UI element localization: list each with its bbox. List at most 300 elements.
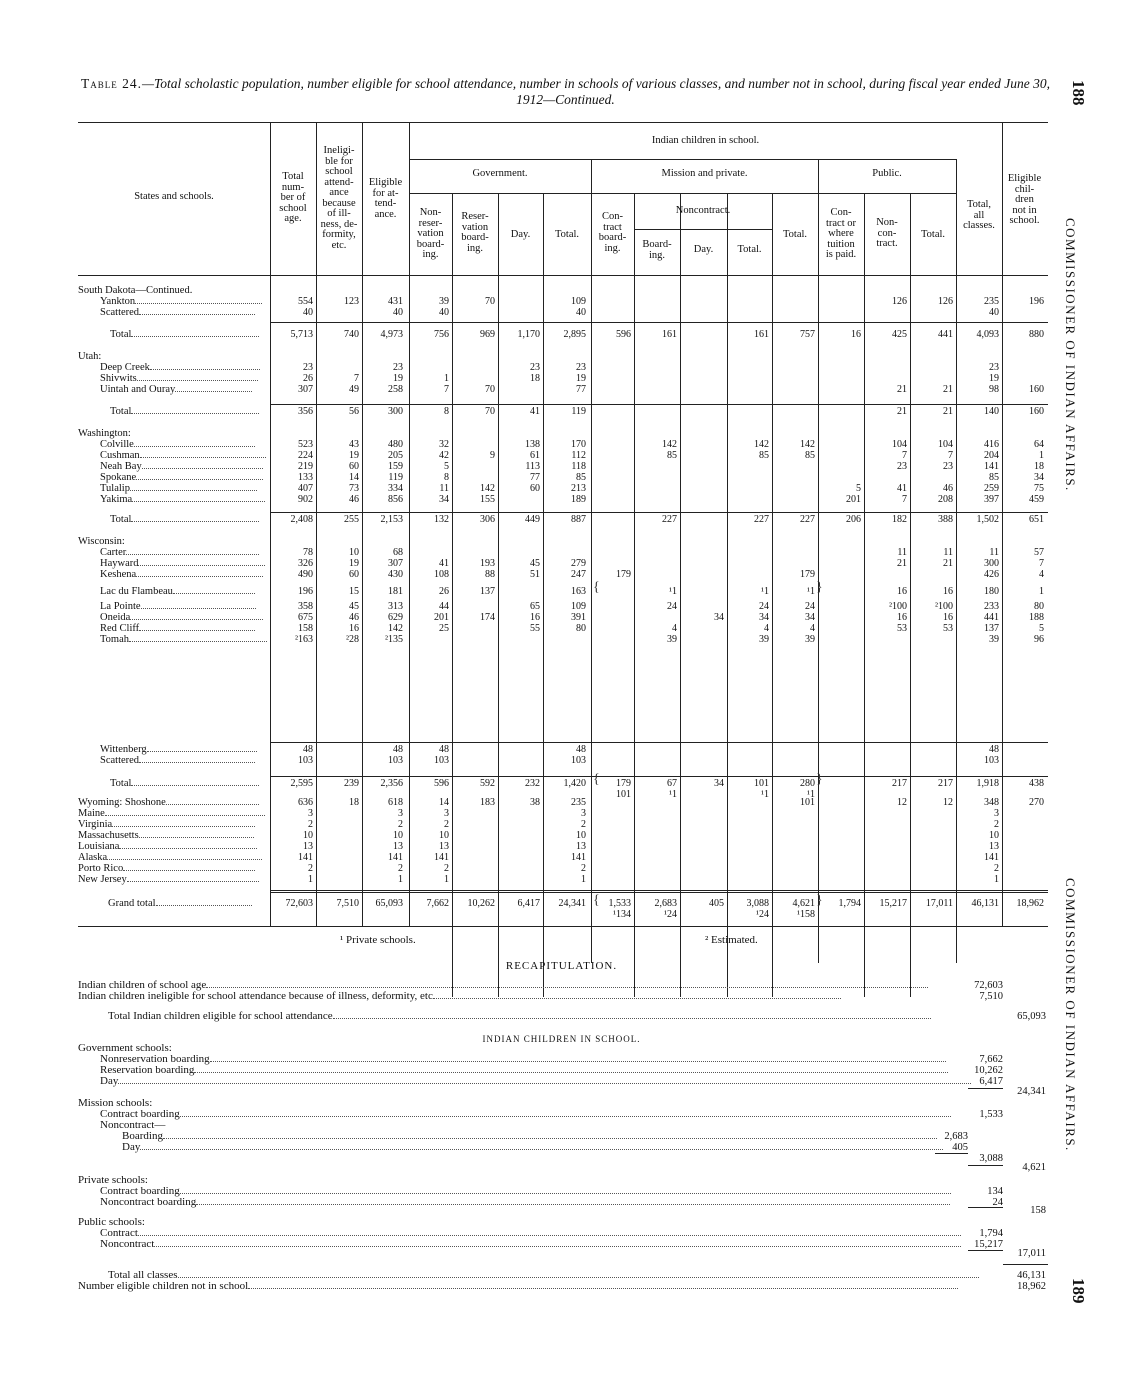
table-cell: 16	[851, 329, 861, 340]
recap-public-value: 15,217	[974, 1239, 1003, 1250]
table-cell: 969	[480, 329, 495, 340]
grand-total-rule	[270, 890, 1048, 893]
table-cell: 1,533	[608, 898, 631, 909]
row-label: Keshena	[100, 569, 263, 580]
table-cell: 109	[571, 296, 586, 307]
table-cell: 48	[989, 744, 999, 755]
table-cell: 7	[444, 384, 449, 395]
row-label: Spokane	[100, 472, 263, 483]
table-cell: 232	[525, 778, 540, 789]
header-not-in-school: Eligible chil- dren not in school.	[1007, 173, 1042, 226]
row-label: Cushman	[100, 450, 266, 461]
table-cell: 459	[1029, 494, 1044, 505]
table-cell: 880	[1029, 329, 1044, 340]
table-cell: 300	[388, 406, 403, 417]
table-cell: 39	[759, 634, 769, 645]
row-label: Total	[110, 778, 259, 789]
table-cell: 40	[989, 307, 999, 318]
table-cell: 348	[984, 797, 999, 808]
header-bottom-rule	[78, 275, 1048, 276]
table-cell: 21	[897, 406, 907, 417]
table-cell: 19	[349, 450, 359, 461]
table-cell: 80	[1034, 601, 1044, 612]
table-cell: 902	[298, 494, 313, 505]
table-cell: 21	[943, 406, 953, 417]
table-cell: 104	[892, 439, 907, 450]
table-column-rule	[818, 159, 819, 963]
recap-subheading: INDIAN CHILDREN IN SCHOOL.	[482, 1034, 641, 1044]
table-cell: 141	[984, 461, 999, 472]
table-cell: 41	[439, 558, 449, 569]
table-cell: ²163	[295, 634, 313, 645]
table-cell: 48	[303, 744, 313, 755]
table-cell: 16	[897, 586, 907, 597]
row-group-rule	[270, 322, 1048, 323]
table-cell: ¹1	[669, 789, 677, 800]
table-cell: 449	[525, 514, 540, 525]
table-cell: 280	[800, 778, 815, 789]
table-cell: 80	[576, 623, 586, 634]
row-label: Wittenberg	[100, 744, 257, 755]
table-cell: 19	[989, 373, 999, 384]
table-cell: 7,510	[336, 898, 359, 909]
row-label: Uintah and Ouray	[100, 384, 252, 395]
table-cell: 431	[388, 296, 403, 307]
table-cell: 12	[943, 797, 953, 808]
table-cell: 1	[398, 874, 403, 885]
row-label: Washington:	[78, 428, 131, 439]
table-cell: 10	[439, 830, 449, 841]
table-cell: 204	[984, 450, 999, 461]
footnote-estimated: ² Estimated.	[705, 934, 758, 946]
table-cell: 227	[800, 514, 815, 525]
table-cell: 23	[989, 362, 999, 373]
table-cell: 1	[444, 874, 449, 885]
table-cell: 1	[308, 874, 313, 885]
table-cell: 57	[1034, 547, 1044, 558]
table-cell: 21	[943, 558, 953, 569]
recap-eligible-total-value: 65,093	[1017, 1011, 1046, 1022]
table-cell: 77	[530, 472, 540, 483]
table-cell: 4,973	[380, 329, 403, 340]
table-cell: 44	[439, 601, 449, 612]
table-cell: 5	[1039, 623, 1044, 634]
table-cell: 61	[530, 450, 540, 461]
table-cell: 68	[393, 547, 403, 558]
table-cell: ¹158	[797, 909, 815, 920]
recap-public-value: 1,794	[979, 1228, 1003, 1239]
page-number-top: 188	[1069, 80, 1088, 106]
row-label: Colville	[100, 439, 255, 450]
table-cell: 25	[439, 623, 449, 634]
table-bottom-rule	[78, 926, 1048, 927]
table-cell: 85	[759, 450, 769, 461]
table-cell: 334	[388, 483, 403, 494]
table-cell: 46,131	[971, 898, 999, 909]
table-cell: 259	[984, 483, 999, 494]
row-group-rule	[270, 742, 1048, 743]
brace-symbol: }	[816, 893, 823, 908]
row-label: Lac du Flambeau	[100, 586, 255, 597]
table-cell: 182	[892, 514, 907, 525]
table-cell: 1	[444, 373, 449, 384]
table-cell: 13	[393, 841, 403, 852]
table-cell: 397	[984, 494, 999, 505]
table-cell: 306	[480, 514, 495, 525]
row-label: Scattered	[100, 307, 255, 318]
recap-noncontract-total: 3,088	[979, 1153, 1003, 1164]
table-cell: 34	[714, 778, 724, 789]
brace-symbol: {	[593, 580, 600, 595]
header-day-mission: Day.	[693, 244, 714, 255]
page-number-bottom: 189	[1069, 1278, 1088, 1304]
table-cell: 15,217	[879, 898, 907, 909]
table-cell: 123	[344, 296, 359, 307]
row-label: Total	[110, 514, 259, 525]
table-cell: 85	[667, 450, 677, 461]
table-cell: 438	[1029, 778, 1044, 789]
table-cell: 193	[480, 558, 495, 569]
table-cell: 596	[616, 329, 631, 340]
row-label: Neah Bay	[100, 461, 263, 472]
table-cell: 49	[349, 384, 359, 395]
table-cell: 181	[388, 586, 403, 597]
table-cell: 239	[344, 778, 359, 789]
table-cell: 108	[434, 569, 449, 580]
recap-noncontract-value: 405	[952, 1142, 968, 1153]
row-label: Louisiana	[78, 841, 257, 852]
table-title: Table 24.—Total scholastic population, number eligible for school attendance, number in schools of various classes, and number not in school, during fiscal year ended June 30, 1912—Continued.	[80, 76, 1051, 107]
table-cell: 213	[571, 483, 586, 494]
recap-school-age: Indian children of school age	[78, 980, 928, 991]
recap-mission-head: Mission schools:	[78, 1097, 153, 1109]
table-cell: 158	[298, 623, 313, 634]
table-cell: 856	[388, 494, 403, 505]
table-cell: 208	[938, 494, 953, 505]
table-cell: 523	[298, 439, 313, 450]
table-cell: 227	[662, 514, 677, 525]
table-cell: 233	[984, 601, 999, 612]
table-cell: 85	[989, 472, 999, 483]
recap-public-head: Public schools:	[78, 1216, 145, 1228]
table-cell: ¹1	[761, 586, 769, 597]
table-cell: 326	[298, 558, 313, 569]
table-cell: 112	[571, 450, 586, 461]
table-cell: 10	[303, 830, 313, 841]
row-label: Hayward	[100, 558, 265, 569]
table-cell: 11	[439, 483, 449, 494]
table-cell: 430	[388, 569, 403, 580]
table-cell: 3	[398, 808, 403, 819]
recap-gov-item: Day	[100, 1076, 971, 1087]
recap-ineligible-value: 7,510	[979, 991, 1003, 1002]
table-cell: 7	[948, 450, 953, 461]
table-cell: 2,683	[654, 898, 677, 909]
table-cell: 3,088	[746, 898, 769, 909]
table-cell: 554	[298, 296, 313, 307]
table-cell: 23	[530, 362, 540, 373]
row-label: Oneida	[100, 612, 263, 623]
table-cell: 8	[444, 472, 449, 483]
table-cell: 179	[616, 569, 631, 580]
table-cell: 441	[984, 612, 999, 623]
table-cell: 113	[525, 461, 540, 472]
table-cell: 4	[1039, 569, 1044, 580]
table-cell: 300	[984, 558, 999, 569]
row-label: Scattered	[100, 755, 255, 766]
table-cell: 490	[298, 569, 313, 580]
table-cell: 1	[1039, 586, 1044, 597]
recap-gov-value: 6,417	[979, 1076, 1003, 1087]
table-cell: ¹1	[669, 586, 677, 597]
table-cell: 46	[349, 494, 359, 505]
table-cell: 39	[439, 296, 449, 307]
table-cell: 78	[303, 547, 313, 558]
table-cell: 73	[349, 483, 359, 494]
header-contract-tuition: Con- tract or where tuition is paid.	[825, 207, 857, 260]
recap-private-value: 134	[987, 1186, 1003, 1197]
recap-ineligible: Indian children ineligible for school attendance because of illness, deformity, etc	[78, 991, 841, 1002]
row-label: Maine	[78, 808, 265, 819]
table-cell: 224	[298, 450, 313, 461]
table-cell: 23	[576, 362, 586, 373]
table-cell: 70	[485, 296, 495, 307]
table-cell: 39	[805, 634, 815, 645]
table-cell: 13	[439, 841, 449, 852]
row-label: Grand total	[108, 898, 252, 909]
table-cell: 740	[344, 329, 359, 340]
header-total-noncontract: Total.	[737, 244, 762, 255]
table-column-rule	[591, 159, 592, 963]
table-cell: 206	[846, 514, 861, 525]
header-government: Government.	[472, 168, 528, 179]
recap-heading: RECAPITULATION.	[505, 960, 618, 972]
table-cell: 636	[298, 797, 313, 808]
row-label: Total	[110, 406, 259, 417]
table-cell: 142	[662, 439, 677, 450]
table-cell: 675	[298, 612, 313, 623]
table-cell: 161	[754, 329, 769, 340]
table-cell: 103	[571, 755, 586, 766]
brace-symbol: {	[593, 893, 600, 908]
table-cell: 24	[805, 601, 815, 612]
table-cell: 32	[439, 439, 449, 450]
recap-not-in-school-value: 18,962	[1017, 1281, 1046, 1292]
table-cell: 45	[530, 558, 540, 569]
table-cell: 201	[434, 612, 449, 623]
table-cell: 56	[349, 406, 359, 417]
header-total-gov: Total.	[554, 229, 580, 240]
table-cell: 23	[393, 362, 403, 373]
table-cell: 141	[434, 852, 449, 863]
table-cell: 18	[530, 373, 540, 384]
header-nonreservation: Non- reser- vation board- ing.	[416, 207, 445, 260]
recap-public-total: 17,011	[1017, 1248, 1046, 1259]
table-cell: 180	[984, 586, 999, 597]
recap-gov-value: 10,262	[974, 1065, 1003, 1076]
table-cell: ²100	[935, 601, 953, 612]
table-cell: 189	[571, 494, 586, 505]
table-cell: 217	[892, 778, 907, 789]
table-cell: 596	[434, 778, 449, 789]
header-contract-boarding: Con- tract board- ing.	[598, 211, 627, 254]
table-cell: 592	[480, 778, 495, 789]
table-cell: 6,417	[517, 898, 540, 909]
header-noncontract-public: Non- con- tract.	[876, 217, 898, 249]
table-cell: 174	[480, 612, 495, 623]
row-label: New Jersey	[78, 874, 259, 885]
table-cell: 19	[349, 558, 359, 569]
table-cell: 118	[571, 461, 586, 472]
table-cell: 405	[709, 898, 724, 909]
table-cell: 10	[349, 547, 359, 558]
brace-symbol: {	[593, 772, 600, 787]
table-cell: 103	[434, 755, 449, 766]
table-cell: ¹1	[761, 789, 769, 800]
table-cell: 85	[805, 450, 815, 461]
header-indian-children: Indian children in school.	[651, 135, 760, 146]
table-cell: 60	[530, 483, 540, 494]
table-cell: 34	[714, 612, 724, 623]
table-cell: ¹24	[756, 909, 769, 920]
table-cell: 126	[938, 296, 953, 307]
table-cell: 7	[1039, 558, 1044, 569]
table-cell: 219	[298, 461, 313, 472]
row-label: Wisconsin:	[78, 536, 125, 547]
recap-school-age-value: 72,603	[974, 980, 1003, 991]
table-cell: 41	[897, 483, 907, 494]
row-label: Yankton	[100, 296, 262, 307]
table-cell: 2	[581, 819, 586, 830]
table-cell: 19	[393, 373, 403, 384]
table-cell: 14	[439, 797, 449, 808]
table-cell: 16	[349, 623, 359, 634]
row-group-rule	[270, 404, 1048, 405]
row-label: South Dakota—Continued.	[78, 285, 193, 296]
row-label: Deep Creek	[100, 362, 260, 373]
recap-noncontract-item: Day	[122, 1142, 943, 1153]
table-cell: 132	[434, 514, 449, 525]
sub-rule-groups	[409, 193, 957, 194]
table-cell: 1	[581, 874, 586, 885]
table-cell: 101	[616, 789, 631, 800]
table-cell: 161	[662, 329, 677, 340]
table-cell: 18	[349, 797, 359, 808]
header-public: Public.	[872, 168, 902, 179]
table-cell: 313	[388, 601, 403, 612]
header-states: States and schools.	[134, 191, 214, 202]
table-cell: 2	[398, 863, 403, 874]
table-cell: 205	[388, 450, 403, 461]
recap-mission-contract: Contract boarding	[100, 1109, 951, 1120]
table-cell: 356	[298, 406, 313, 417]
table-cell: 60	[349, 461, 359, 472]
table-cell: 18,962	[1016, 898, 1044, 909]
running-head-lower: COMMISSIONER OF INDIAN AFFAIRS.	[1063, 878, 1078, 1152]
table-cell: 21	[943, 384, 953, 395]
table-cell: 391	[571, 612, 586, 623]
table-cell: 16	[943, 586, 953, 597]
recap-private-total: 158	[1030, 1205, 1046, 1216]
table-cell: 38	[530, 797, 540, 808]
table-cell: ¹134	[613, 909, 631, 920]
table-cell: 2	[308, 819, 313, 830]
table-cell: 7	[902, 494, 907, 505]
table-cell: 24,341	[558, 898, 586, 909]
table-cell: 11	[989, 547, 999, 558]
table-cell: 188	[1029, 612, 1044, 623]
footnote-private: ¹ Private schools.	[340, 934, 416, 946]
table-cell: 2,595	[290, 778, 313, 789]
table-cell: 179	[616, 778, 631, 789]
header-mission-private: Mission and private.	[661, 168, 748, 179]
table-cell: 1,170	[517, 329, 540, 340]
table-cell: 77	[576, 384, 586, 395]
table-cell: 618	[388, 797, 403, 808]
table-cell: 5	[444, 461, 449, 472]
recap-private-head: Private schools:	[78, 1174, 148, 1186]
table-cell: 9	[490, 450, 495, 461]
table-cell: 651	[1029, 514, 1044, 525]
table-cell: 4	[672, 623, 677, 634]
table-cell: 24	[667, 601, 677, 612]
table-cell: 217	[938, 778, 953, 789]
recap-gov-value: 7,662	[979, 1054, 1003, 1065]
table-cell: 13	[576, 841, 586, 852]
table-cell: 101	[754, 778, 769, 789]
table-cell: 160	[1029, 406, 1044, 417]
table-cell: 2,895	[563, 329, 586, 340]
table-cell: 70	[485, 406, 495, 417]
table-cell: 247	[571, 569, 586, 580]
table-cell: 23	[303, 362, 313, 373]
table-cell: 142	[754, 439, 769, 450]
table-cell: 46	[943, 483, 953, 494]
table-cell: 307	[388, 558, 403, 569]
table-cell: 255	[344, 514, 359, 525]
table-cell: 11	[897, 547, 907, 558]
table-cell: 21	[897, 384, 907, 395]
table-column-rule	[680, 193, 681, 997]
table-cell: 119	[388, 472, 403, 483]
table-cell: 17,011	[925, 898, 953, 909]
row-label: Red Cliff	[100, 623, 255, 634]
table-cell: 1	[1039, 450, 1044, 461]
table-cell: 3	[444, 808, 449, 819]
table-cell: 142	[388, 623, 403, 634]
row-group-rule	[270, 512, 1048, 513]
table-cell: 416	[984, 439, 999, 450]
table-cell: 2	[308, 863, 313, 874]
table-cell: ²100	[889, 601, 907, 612]
table-cell: 201	[846, 494, 861, 505]
table-cell: 235	[984, 296, 999, 307]
table-cell: 5,713	[290, 329, 313, 340]
row-label: Massachusetts	[78, 830, 254, 841]
table-cell: 141	[571, 852, 586, 863]
header-total-school-age: Total num- ber of school age.	[279, 171, 307, 224]
table-cell: 34	[1034, 472, 1044, 483]
row-label: La Pointe	[100, 601, 256, 612]
table-cell: 1	[994, 874, 999, 885]
table-cell: 2,153	[380, 514, 403, 525]
table-cell: 307	[298, 384, 313, 395]
table-cell: 19	[576, 373, 586, 384]
row-label: Carter	[100, 547, 259, 558]
table-cell: 426	[984, 569, 999, 580]
table-cell: 39	[989, 634, 999, 645]
table-cell: 279	[571, 558, 586, 569]
